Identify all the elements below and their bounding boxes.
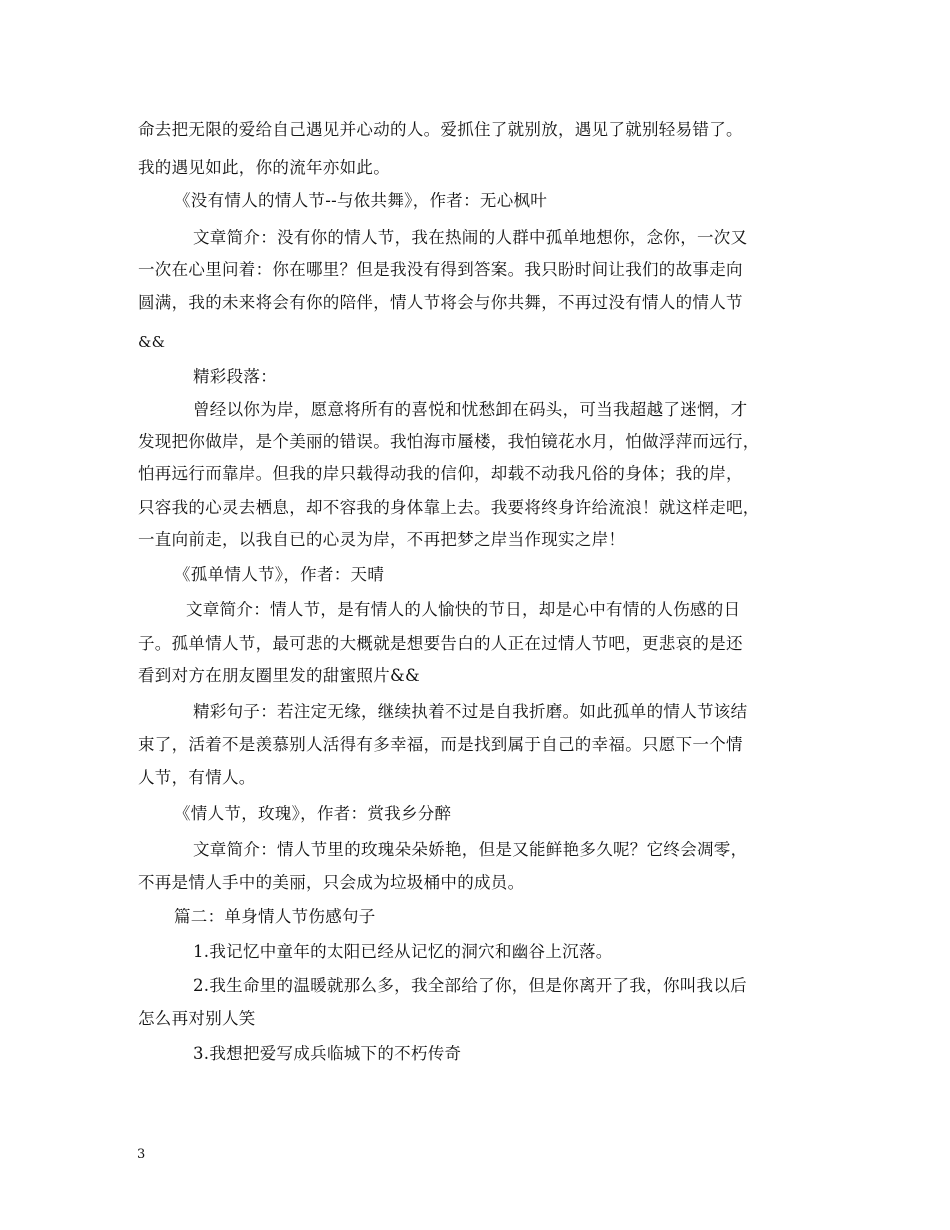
text-line: 一次在心里问着：你在哪里？但是我没有得到答案。我只盼时间让我们的故事走向	[138, 260, 743, 279]
text-line: &&	[138, 333, 166, 351]
text-line: 发现把你做岸，是个美丽的错误。我怕海市蜃楼，我怕镜花水月，怕做浮萍而远行，	[138, 432, 760, 451]
list-item: 1.我记忆中童年的太阳已经从记忆的洞穴和幽谷上沉落。	[193, 942, 613, 961]
text-line: 人节，有情人。	[138, 768, 256, 787]
text-line: 文章简介：情人节，是有情人的人愉快的节日，却是心中有情的人伤感的日	[186, 600, 741, 619]
section-label: 精彩段落：	[193, 367, 277, 386]
text-line: 束了，活着不是羡慕别人活得有多幸福，而是找到属于自己的幸福。只愿下一个情	[138, 735, 743, 754]
text-line: 不再是情人手中的美丽，只会成为垃圾桶中的成员。	[138, 873, 525, 892]
text-line: 一直向前走，以我自已的心灵为岸，不再把梦之岸当作现实之岸！	[138, 530, 626, 549]
text-line: 曾经以你为岸，愿意将所有的喜悦和忧愁卸在码头，可当我超越了迷惘，才	[193, 400, 748, 419]
section-heading: 篇二：单身情人节伤感句子	[174, 907, 376, 926]
page-number: 3	[137, 1147, 146, 1162]
text-line: 怕再远行而靠岸。但我的岸只载得动我的信仰，却载不动我凡俗的身体；我的岸，	[138, 464, 743, 483]
article-title: 《情人节，玫瑰》，作者：赏我乡分醉	[174, 804, 452, 823]
text-line: 我的遇见如此，你的流年亦如此。	[138, 158, 390, 177]
text-line: 圆满，我的未来将会有你的陪伴，情人节将会与你共舞，不再过没有情人的情人节	[138, 293, 743, 312]
text-line: 命去把无限的爱给自己遇见并心动的人。爱抓住了就别放，遇见了就别轻易错了。	[138, 120, 743, 139]
text-line: 只容我的心灵去栖息，却不容我的身体靠上去。我要将终身许给流浪！就这样走吧，	[138, 498, 760, 517]
text-line: 文章简介：情人节里的玫瑰朵朵娇艳，但是又能鲜艳多久呢？它终会凋零，	[193, 840, 748, 859]
article-title: 《孤单情人节》，作者：天晴	[174, 565, 385, 584]
list-item: 2.我生命里的温暖就那么多，我全部给了你，但是你离开了我，你叫我以后	[193, 976, 747, 995]
text-line: 子。孤单情人节，最可悲的大概就是想要告白的人正在过情人节吧，更悲哀的是还	[138, 634, 743, 653]
list-item: 3.我想把爱写成兵临城下的不朽传奇	[193, 1044, 462, 1063]
text-line: 怎么再对别人笑	[138, 1009, 256, 1028]
text-line: 看到对方在朋友圈里发的甜蜜照片&&	[138, 666, 420, 685]
text-line: 文章简介：没有你的情人节，我在热闹的人群中孤单地想你，念你，一次又	[193, 228, 748, 247]
text-line: 精彩句子：若注定无缘，继续执着不过是自我折磨。如此孤单的情人节该结	[193, 702, 748, 721]
article-title: 《没有情人的情人节--与侬共舞》，作者：无心枫叶	[174, 191, 548, 210]
